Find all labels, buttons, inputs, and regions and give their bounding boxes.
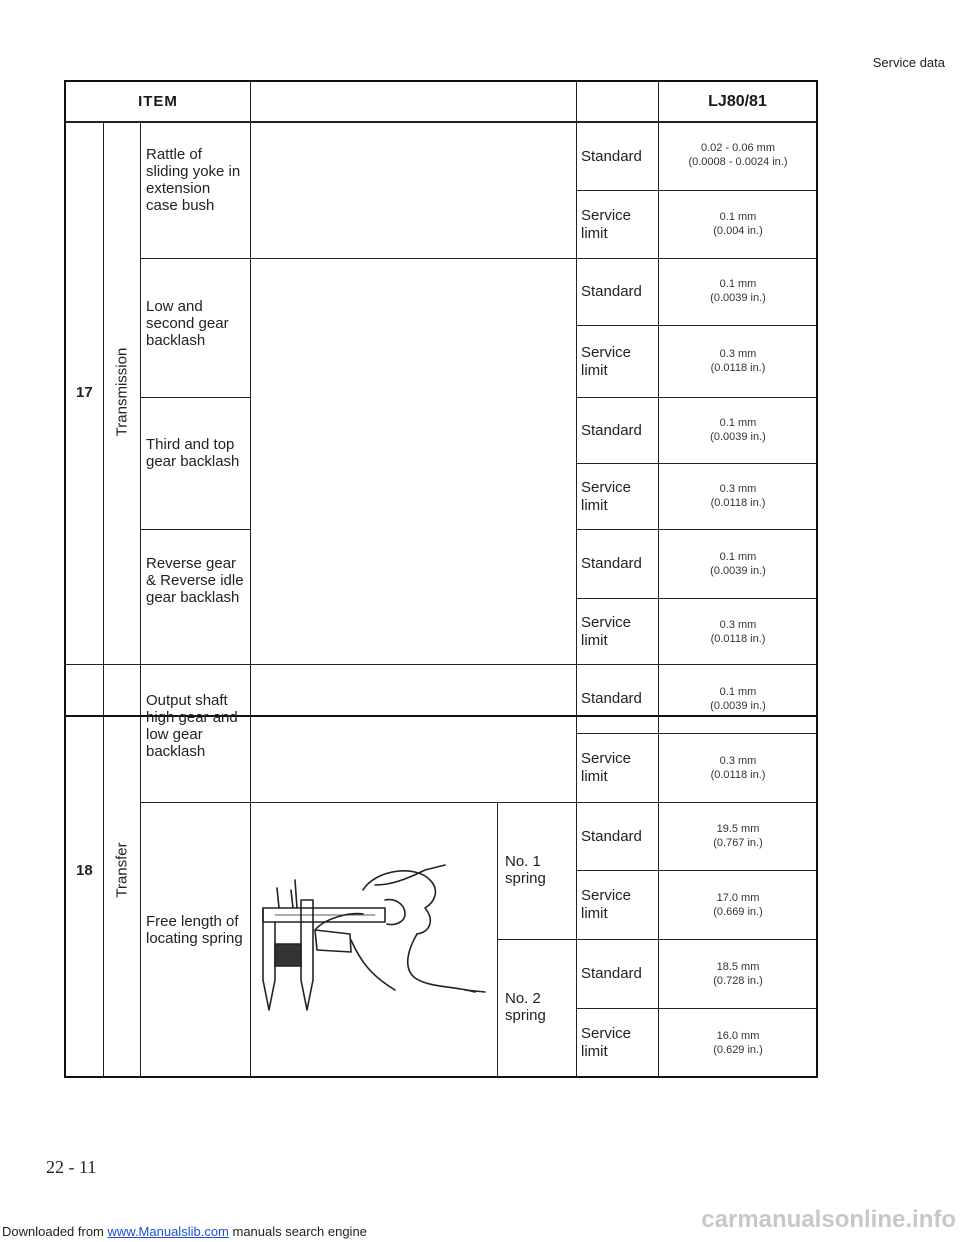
- value-cell: 0.3 mm (0.0118 in.): [710, 619, 766, 645]
- kind-cell: Standard: [581, 827, 642, 845]
- value-cell: 0.1 mm (0.0039 in.): [710, 686, 766, 712]
- item-header: ITEM: [138, 93, 178, 110]
- download-footer: Downloaded from www.Manualslib.com manuals search engine: [2, 1224, 367, 1239]
- kind-cell: Service limit: [581, 343, 632, 379]
- kind-cell: Service limit: [581, 478, 632, 514]
- value-cell: 0.1 mm (0.0039 in.): [710, 417, 766, 443]
- kind-cell: Service limit: [581, 750, 632, 785]
- group-label-transmission: Transmission: [113, 347, 131, 437]
- value-cell: 19.5 mm (0.767 in.): [713, 823, 763, 849]
- kind-cell: Standard: [581, 965, 642, 982]
- kind-cell: Standard: [581, 690, 642, 707]
- kind-cell: Standard: [581, 283, 642, 300]
- value-cell: 0.02 - 0.06 mm (0.0008 - 0.0024 in.): [688, 142, 788, 168]
- kind-cell: Service limit: [581, 887, 632, 922]
- value-cell: 17.0 mm (0.669 in.): [713, 892, 763, 918]
- kind-cell: Standard: [581, 421, 642, 439]
- item-name: Rattle of sliding yoke in extension case bush: [146, 146, 241, 214]
- value-cell: 0.3 mm (0.0118 in.): [710, 348, 766, 374]
- item-name: Third and top gear backlash: [146, 436, 240, 470]
- item-name: Free length of locating spring: [146, 913, 243, 947]
- sub-item-no2-spring: No. 2 spring: [505, 990, 546, 1024]
- value-cell: 0.1 mm (0.0039 in.): [710, 278, 766, 304]
- item-name: Output shaft high gear and low gear backlash: [146, 692, 238, 760]
- group-number-17: 17: [76, 384, 93, 401]
- kind-cell: Service limit: [581, 1025, 632, 1060]
- value-cell: 0.1 mm (0.004 in.): [713, 211, 763, 237]
- page-header: Service data: [872, 55, 945, 70]
- model-header: LJ80/81: [708, 92, 767, 110]
- manualslib-link[interactable]: www.Manualslib.com: [107, 1224, 229, 1239]
- watermark: carmanualsonline.info: [701, 1206, 956, 1233]
- kind-cell: Service limit: [581, 206, 632, 242]
- group-number-18: 18: [76, 862, 93, 879]
- item-name: Reverse gear & Reverse idle gear backlash: [146, 555, 244, 606]
- item-name: Low and second gear backlash: [146, 298, 229, 349]
- value-cell: 0.3 mm (0.0118 in.): [710, 755, 766, 781]
- page-number: 22 - 11: [46, 1157, 97, 1177]
- kind-cell: Standard: [581, 147, 642, 165]
- group-label-transfer: Transfer: [113, 842, 131, 898]
- caliper-measuring-spring-illustration: [255, 860, 490, 1030]
- kind-cell: Service limit: [581, 613, 632, 649]
- sub-item-no1-spring: No. 1 spring: [505, 853, 546, 887]
- value-cell: 0.1 mm (0.0039 in.): [710, 551, 766, 577]
- value-cell: 18.5 mm (0.728 in.): [713, 961, 763, 987]
- value-cell: 0.3 mm (0.0118 in.): [710, 483, 766, 509]
- kind-cell: Standard: [581, 555, 642, 572]
- value-cell: 16.0 mm (0.629 in.): [713, 1030, 763, 1056]
